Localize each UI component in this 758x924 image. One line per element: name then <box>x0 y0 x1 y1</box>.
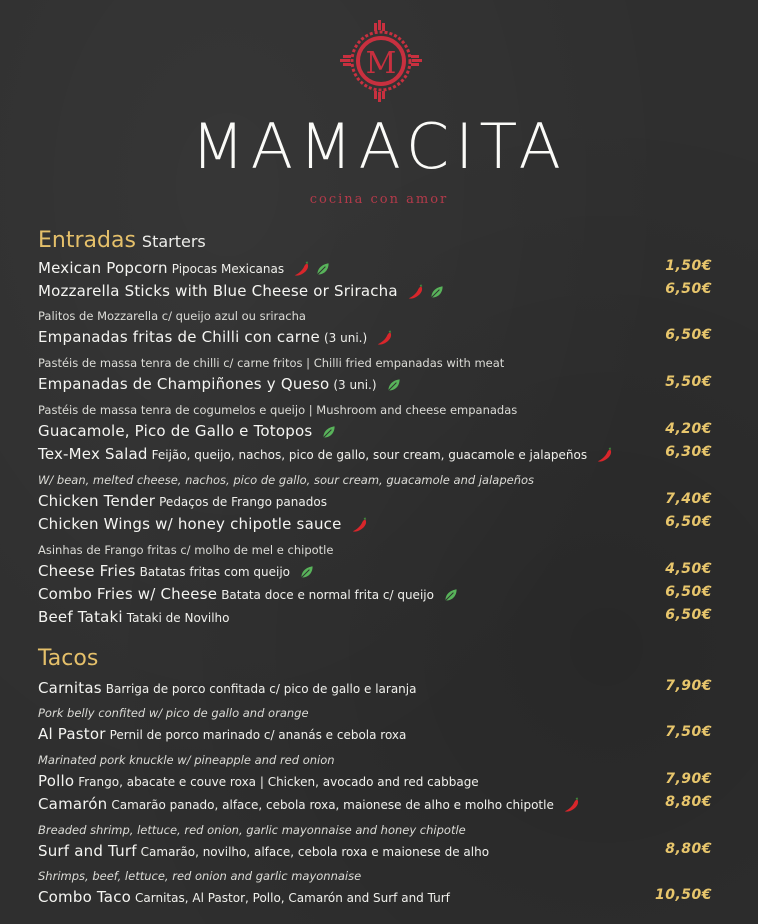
menu-item <box>38 887 758 909</box>
menu-item <box>38 514 758 536</box>
item-name: Chicken Wings w/ honey chipotle sauce <box>38 515 342 533</box>
item-desc: Tataki de Novilho <box>126 611 230 625</box>
item-name: Carnitas <box>38 679 102 697</box>
section-title-tacos <box>38 646 98 671</box>
menu-item-sub <box>38 352 758 374</box>
item-name: Chicken Tender <box>38 492 156 510</box>
item-desc: Batatas fritas com queijo <box>139 565 291 579</box>
menu-item-sub <box>38 702 758 724</box>
menu-item-sub <box>38 305 758 327</box>
menu-item <box>38 491 758 513</box>
menu-item <box>38 724 758 746</box>
item-price: 10,50€ <box>654 887 712 903</box>
item-price: 6,50€ <box>665 327 712 343</box>
item-price: 6,50€ <box>665 584 712 600</box>
item-name: Empanadas fritas de Chilli con carne <box>38 328 320 346</box>
item-name: Cheese Fries <box>38 562 136 580</box>
item-price: 7,50€ <box>665 724 712 740</box>
item-subtext: Shrimps, beef, lettuce, red onion and garlic mayonnaise <box>38 869 362 883</box>
item-price: 4,20€ <box>665 421 712 437</box>
item-price: 7,90€ <box>665 771 712 787</box>
menu-item <box>38 607 758 629</box>
menu-item <box>38 421 758 443</box>
menu-item <box>38 771 758 793</box>
leaf-icon <box>386 377 402 393</box>
item-subtext: Pastéis de massa tenra de cogumelos e queijo | Mushroom and cheese empanadas <box>38 403 518 417</box>
menu-item-sub <box>38 539 758 561</box>
item-desc: Carnitas, Al Pastor, Pollo, Camarón and Surf and Turf <box>135 891 450 905</box>
item-subtext: W/ bean, melted cheese, nachos, pico de gallo, sour cream, guacamole and jalapeños <box>38 473 535 487</box>
item-subtext: Marinated pork knuckle w/ pineapple and red onion <box>38 753 335 767</box>
leaf-icon <box>299 564 315 580</box>
item-desc: Camarão, novilho, alface, cebola roxa e maionese de alho <box>140 845 490 859</box>
item-subtext: Asinhas de Frango fritas c/ molho de mel e chipotle <box>38 543 334 557</box>
item-price: 4,50€ <box>665 561 712 577</box>
item-name: Pollo <box>38 772 75 790</box>
item-desc: Camarão panado, alface, cebola roxa, maionese de alho e molho chipotle <box>111 798 554 812</box>
leaf-icon <box>315 261 331 277</box>
item-price: 6,50€ <box>665 607 712 623</box>
menu-item-sub <box>38 399 758 421</box>
item-price: 8,80€ <box>665 794 712 810</box>
item-price: 8,80€ <box>665 841 712 857</box>
svg-text:M: M <box>365 46 397 81</box>
item-name: Tex-Mex Salad <box>38 445 148 463</box>
menu-item-sub <box>38 819 758 841</box>
menu-item <box>38 374 758 396</box>
item-name: Surf and Turf <box>38 842 137 860</box>
section-subtitle: Starters <box>141 232 206 251</box>
item-name: Empanadas de Champiñones y Queso <box>38 375 330 393</box>
item-price: 1,50€ <box>665 258 712 274</box>
item-desc: Feijão, queijo, nachos, pico de gallo, sour cream, guacamole e jalapeños <box>151 448 588 462</box>
menu-item <box>38 841 758 863</box>
item-name: Guacamole, Pico de Gallo e Totopos <box>38 422 313 440</box>
menu-item <box>38 258 758 280</box>
item-name: Combo Taco <box>38 888 132 906</box>
item-name: Al Pastor <box>38 725 106 743</box>
tagline: cocina con amor <box>309 192 449 207</box>
item-subtext: Pork belly confited w/ pico de gallo and orange <box>38 706 309 720</box>
menu-item <box>38 281 758 303</box>
item-qty: (3 uni.) <box>333 378 377 392</box>
item-desc: Batata doce e normal frita c/ queijo <box>221 588 434 602</box>
menu-item <box>38 444 758 466</box>
section-title-text: Tacos <box>38 646 99 671</box>
header <box>0 0 758 215</box>
item-name: Combo Fries w/ Cheese <box>38 585 218 603</box>
item-desc: Pipocas Mexicanas <box>171 262 285 276</box>
item-desc: Pernil de porco marinado c/ ananás e cebola roxa <box>109 728 407 742</box>
chili-icon <box>376 329 394 347</box>
menu-item <box>38 678 758 700</box>
chili-icon <box>563 796 581 814</box>
item-subtext: Pastéis de massa tenra de chilli c/ carne fritos | Chilli fried empanadas with meat <box>38 356 505 370</box>
item-qty: (3 uni.) <box>323 331 368 345</box>
brand-name: MAMACITA <box>191 110 567 183</box>
item-desc: Frango, abacate e couve roxa | Chicken, avocado and red cabbage <box>78 775 479 789</box>
section-title-starters <box>38 228 206 253</box>
chili-icon <box>293 260 311 278</box>
item-price: 7,40€ <box>665 491 712 507</box>
item-desc: Barriga de porco confitada c/ pico de gallo e laranja <box>105 682 417 696</box>
chili-icon <box>407 283 425 301</box>
leaf-icon <box>321 424 337 440</box>
leaf-icon <box>429 284 445 300</box>
item-price: 5,50€ <box>665 374 712 390</box>
item-desc: Pedaços de Frango panados <box>159 495 327 509</box>
item-name: Mexican Popcorn <box>38 259 168 277</box>
menu-item <box>38 794 758 816</box>
menu-item <box>38 561 758 583</box>
leaf-icon <box>443 587 459 603</box>
item-name: Mozzarella Sticks with Blue Cheese or Sriracha <box>38 282 398 300</box>
mamacita-emblem-icon <box>340 20 422 102</box>
item-name: Beef Tataki <box>38 608 123 626</box>
section-title-text: Entradas <box>38 228 136 253</box>
item-price: 6,30€ <box>665 444 712 460</box>
chili-icon <box>351 516 369 534</box>
item-subtext: Breaded shrimp, lettuce, red onion, garlic mayonnaise and honey chipotle <box>38 823 466 837</box>
chili-icon <box>596 446 614 464</box>
item-name: Camarón <box>38 795 108 813</box>
menu-item-sub <box>38 865 758 887</box>
item-subtext: Palitos de Mozzarella c/ queijo azul ou sriracha <box>38 309 306 323</box>
menu-item-sub <box>38 749 758 771</box>
item-price: 6,50€ <box>665 514 712 530</box>
menu-item <box>38 327 758 349</box>
item-price: 6,50€ <box>665 281 712 297</box>
menu-item-sub <box>38 469 758 491</box>
item-price: 7,90€ <box>665 678 712 694</box>
menu-item <box>38 584 758 606</box>
